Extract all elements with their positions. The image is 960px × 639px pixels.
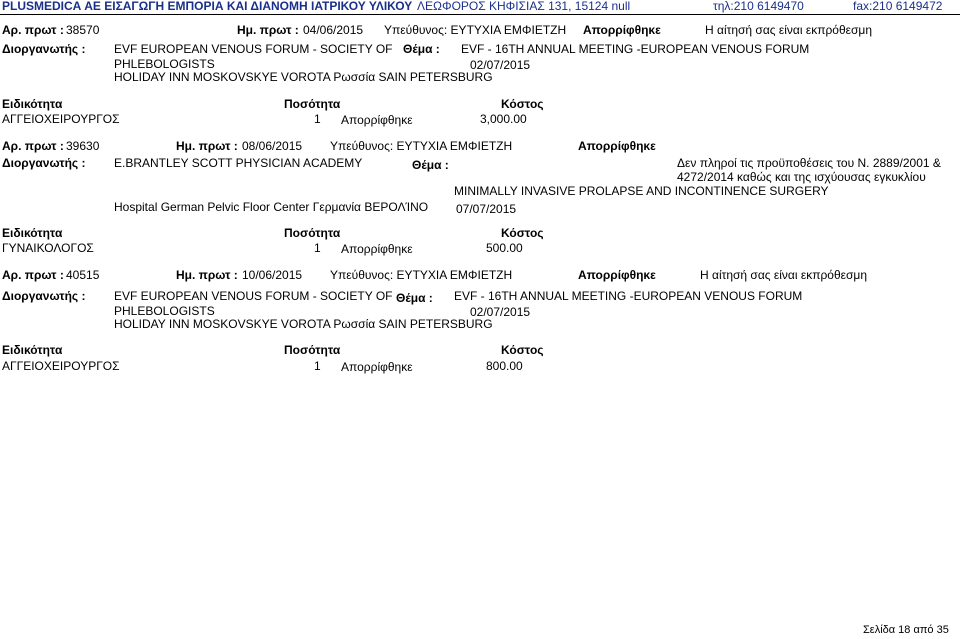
prot-date-value: 10/06/2015 — [242, 268, 303, 282]
status-reason-line2: 4272/2014 καθώς και της ισχύουσας εγκυκλίου — [677, 170, 926, 184]
event-location: HOLIDAY INN MOSKOVSKYE VOROTA Ρωσσία SAIN PETERSBURG — [114, 317, 493, 331]
quantity-header: Ποσότητα — [284, 97, 341, 111]
cost-value: 500.00 — [486, 241, 523, 255]
prot-date-value: 08/06/2015 — [242, 139, 303, 153]
quantity-value: 1 — [314, 241, 321, 255]
prot-no-value: 38570 — [66, 23, 100, 37]
organizer-line1: EVF EUROPEAN VENOUS FORUM - SOCIETY OF — [114, 289, 393, 303]
organizer-line2: PHLEBOLOGISTS — [114, 57, 215, 71]
organizer-label: Διοργανωτής : — [2, 156, 86, 170]
cost-value: 800.00 — [486, 359, 523, 373]
prot-no-value: 40515 — [66, 268, 100, 282]
topic-line1: EVF - 16TH ANNUAL MEETING -EUROPEAN VENOUS FORUM — [461, 42, 810, 56]
prot-date-label: Ημ. πρωτ : — [237, 23, 299, 37]
quantity-value: 1 — [314, 112, 321, 126]
organizer-label: Διοργανωτής : — [2, 289, 86, 303]
event-date: 07/07/2015 — [456, 202, 517, 216]
event-date: 02/07/2015 — [470, 305, 531, 319]
status-reason: Η αίτησή σας είναι εκπρόθεσμη — [705, 23, 872, 37]
topic-label: Θέμα : — [396, 291, 433, 305]
specialty-value: ΑΓΓΕΙΟΧΕΙΡΟΥΡΓΟΣ — [2, 359, 120, 373]
specialty-header: Ειδικότητα — [2, 226, 63, 240]
cost-value: 3,000.00 — [480, 112, 527, 126]
cost-header: Κόστος — [501, 97, 544, 111]
prot-date-label: Ημ. πρωτ : — [176, 139, 238, 153]
specialty-value: ΑΓΓΕΙΟΧΕΙΡΟΥΡΓΟΣ — [2, 112, 120, 126]
page-number: Σελίδα 18 από 35 — [863, 624, 949, 636]
status: Απορρίφθηκε — [583, 23, 661, 37]
company-name: PLUSMEDICA ΑΕ ΕΙΣΑΓΩΓΗ ΕΜΠΟΡΙΑ ΚΑΙ ΔΙΑΝΟΜΗ ΙΑΤΡΙΚΟΥ ΥΛΙΚΟΥ — [2, 0, 413, 13]
responsible: Υπεύθυνος: ΕΥΤΥΧΙΑ ΕΜΦΙΕΤΖΗ — [330, 268, 513, 282]
prot-date-label: Ημ. πρωτ : — [176, 268, 238, 282]
topic-line1: EVF - 16TH ANNUAL MEETING -EUROPEAN VENOUS FORUM — [454, 289, 803, 303]
cost-header: Κόστος — [501, 226, 544, 240]
cost-header: Κόστος — [501, 343, 544, 357]
specialty-header: Ειδικότητα — [2, 343, 63, 357]
item-status: Απορρίφθηκε — [341, 113, 413, 127]
status-reason: Η αίτησή σας είναι εκπρόθεσμη — [700, 268, 867, 282]
quantity-header: Ποσότητα — [284, 343, 341, 357]
organizer-line1: E.BRANTLEY SCOTT PHYSICIAN ACADEMY — [114, 156, 363, 170]
prot-no-label: Αρ. πρωτ : — [2, 268, 64, 282]
status-reason-line1: Δεν πληροί τις προϋποθέσεις του Ν. 2889/2001 & — [677, 156, 941, 170]
item-status: Απορρίφθηκε — [341, 242, 413, 256]
item-status: Απορρίφθηκε — [341, 360, 413, 374]
quantity-value: 1 — [314, 359, 321, 373]
company-address: ΛΕΩΦΟΡΟΣ ΚΗΦΙΣΙΑΣ 131, 15124 null — [417, 0, 631, 13]
topic-line1: MINIMALLY INVASIVE PROLAPSE AND INCONTINENCE SURGERY — [454, 184, 829, 198]
header-divider — [0, 14, 960, 15]
quantity-header: Ποσότητα — [284, 226, 341, 240]
topic-label: Θέμα : — [412, 158, 449, 172]
specialty-header: Ειδικότητα — [2, 97, 63, 111]
prot-no-label: Αρ. πρωτ : — [2, 139, 64, 153]
organizer-label: Διοργανωτής : — [2, 42, 86, 56]
responsible: Υπεύθυνος: ΕΥΤΥΧΙΑ ΕΜΦΙΕΤΖΗ — [384, 23, 567, 37]
prot-date-value: 04/06/2015 — [303, 23, 364, 37]
prot-no-label: Αρ. πρωτ : — [2, 23, 64, 37]
company-fax: fax:210 6149472 — [853, 0, 943, 13]
event-date: 02/07/2015 — [470, 58, 531, 72]
status: Απορρίφθηκε — [578, 139, 656, 153]
prot-no-value: 39630 — [66, 139, 100, 153]
specialty-value: ΓΥΝΑΙΚΟΛΟΓΟΣ — [2, 241, 94, 255]
responsible: Υπεύθυνος: ΕΥΤΥΧΙΑ ΕΜΦΙΕΤΖΗ — [330, 139, 513, 153]
event-location: Hospital German Pelvic Floor Center Γερμανία ΒΕΡΟΛΊΝΟ — [114, 200, 429, 214]
company-phone: τηλ:210 6149470 — [713, 0, 804, 13]
topic-label: Θέμα : — [403, 42, 440, 56]
organizer-line1: EVF EUROPEAN VENOUS FORUM - SOCIETY OF — [114, 42, 393, 56]
status: Απορρίφθηκε — [578, 268, 656, 282]
organizer-line2: PHLEBOLOGISTS — [114, 304, 215, 318]
event-location: HOLIDAY INN MOSKOVSKYE VOROTA Ρωσσία SAIN PETERSBURG — [114, 70, 493, 84]
